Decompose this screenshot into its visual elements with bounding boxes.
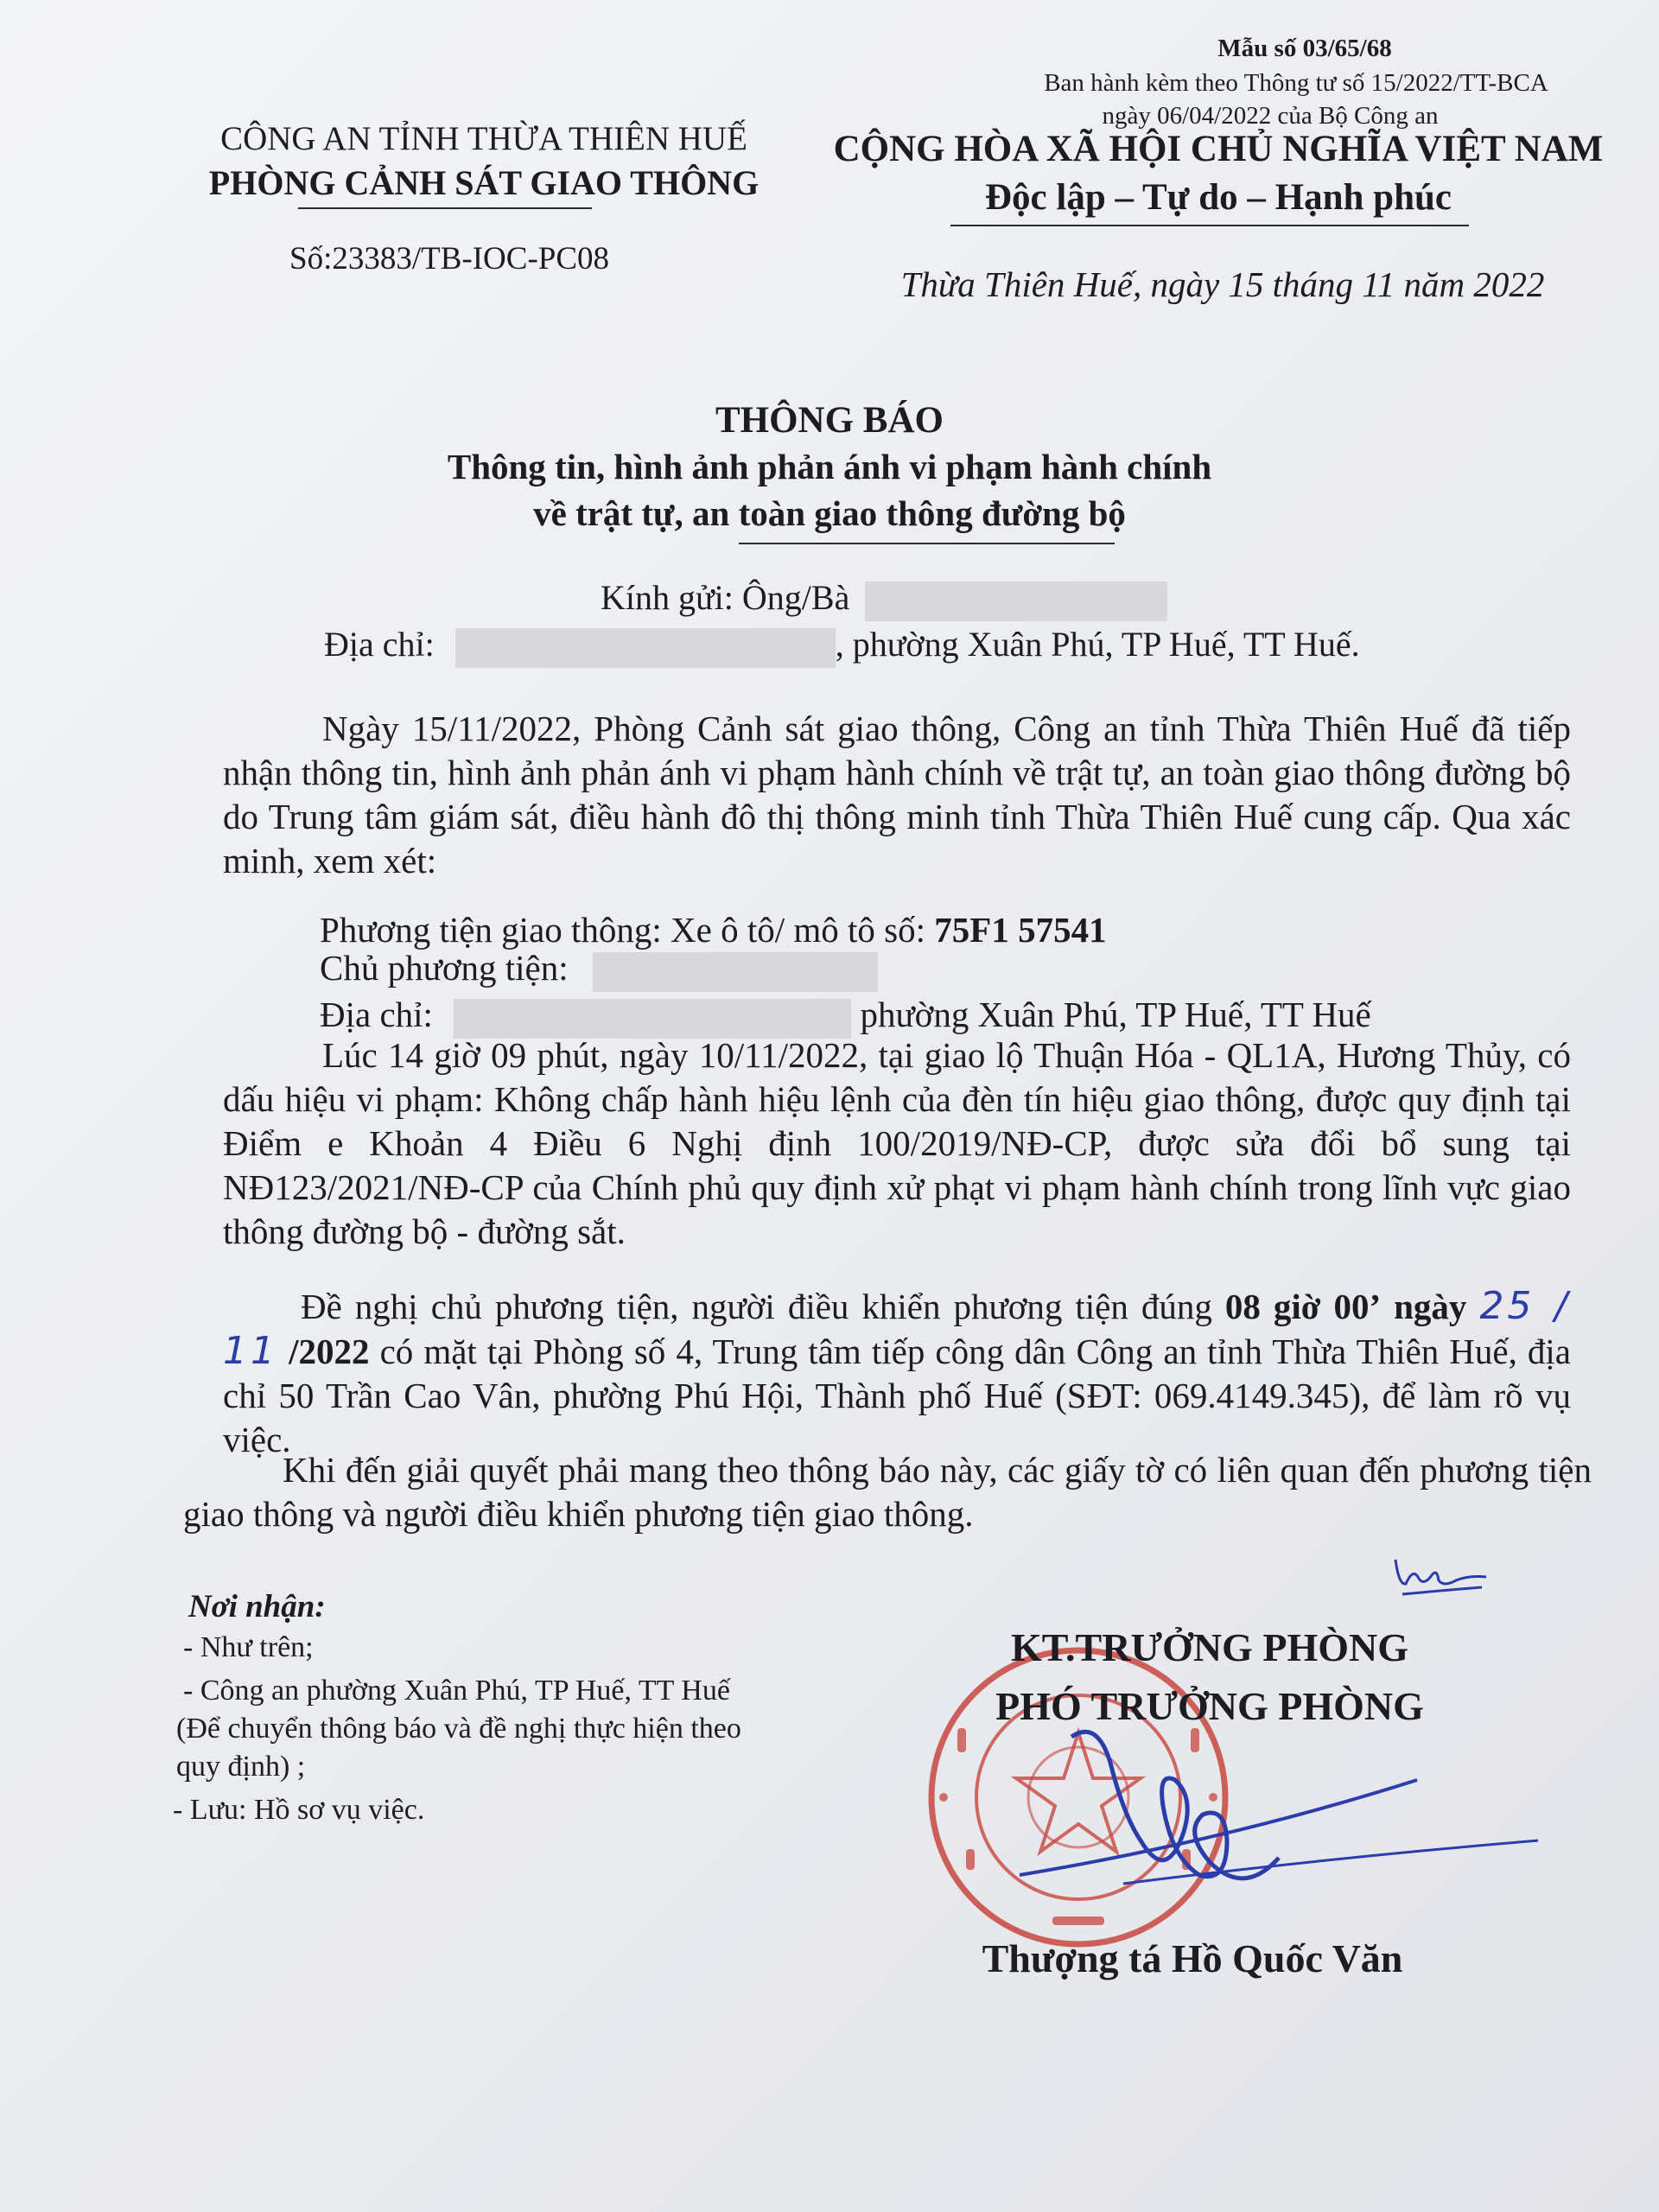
nation-motto: Độc lập – Tự do – Hạnh phúc xyxy=(985,177,1452,218)
recipients-item-4: quy định) ; xyxy=(176,1751,306,1783)
initial-signature-icon xyxy=(1387,1542,1491,1603)
recipient-address-line xyxy=(324,624,1360,668)
owner-address-tail: phường Xuân Phú, TP Huế, TT Huế xyxy=(860,995,1371,1034)
agency-name: PHÒNG CẢNH SÁT GIAO THÔNG xyxy=(208,163,760,202)
recipient-line xyxy=(601,577,1167,621)
owner-line xyxy=(320,947,878,992)
closing-paragraph xyxy=(183,1448,1592,1536)
redacted-name xyxy=(865,582,1167,621)
signature-title-1: KT.TRƯỞNG PHÒNG xyxy=(1011,1625,1408,1669)
recipient-greeting: Kính gửi: Ông/Bà xyxy=(601,578,850,617)
place-date: Thừa Thiên Huế, ngày 15 tháng 11 năm 2022 xyxy=(900,264,1545,304)
request-rest: có mặt tại Phòng số 4, Trung tâm tiếp công dân Công an tỉnh Thừa Thiên Huế, địa chỉ 50 Trần Cao Vân, phường Phú Hội, Thành phố Huế (SĐT: 069.4149.345), để làm rõ vụ việc. xyxy=(223,1332,1572,1459)
vehicle-label: Phương tiện giao thông: Xe ô tô/ mô tô số: xyxy=(320,910,926,950)
vehicle-line xyxy=(320,909,1107,950)
recipients-heading: Nơi nhận: xyxy=(188,1589,326,1624)
recipients-item-3: (Để chuyển thông báo và đề nghị thực hiện theo xyxy=(176,1713,741,1745)
document-number: Số:23383/TB-IOC-PC08 xyxy=(289,241,610,276)
document-title: THÔNG BÁO xyxy=(715,400,944,441)
request-paragraph xyxy=(223,1284,1571,1462)
redacted-owner xyxy=(593,952,878,992)
subtitle-underline xyxy=(739,543,1115,544)
request-year: /2022 xyxy=(289,1332,370,1371)
redacted-owner-address xyxy=(454,999,851,1039)
recipients-item-1: - Như trên; xyxy=(183,1631,314,1663)
owner-address-label: Địa chỉ: xyxy=(320,995,433,1034)
recipients-item-5: - Lưu: Hồ sơ vụ việc. xyxy=(173,1794,425,1826)
agency-underline xyxy=(298,207,592,209)
violation-paragraph xyxy=(223,1033,1571,1254)
intro-text: Ngày 15/11/2022, Phòng Cảnh sát giao thông, Công an tỉnh Thừa Thiên Huế đã tiếp nhận thông tin, hình ảnh phản ánh vi phạm hành chính về trật tự, an toàn giao thông đường bộ do Trung tâm giám sát, điều hành đô thị thông minh tỉnh Thừa Thiên Huế cung cấp. Qua xác minh, xem xét: xyxy=(223,709,1571,880)
recipient-address-label: Địa chỉ: xyxy=(324,625,435,664)
signer-name: Thượng tá Hồ Quốc Văn xyxy=(982,1936,1403,1980)
vehicle-plate: 75F1 57541 xyxy=(934,910,1107,950)
document-subtitle-1: Thông tin, hình ảnh phản ánh vi phạm hành chính xyxy=(447,447,1212,486)
recipient-address-tail: , phường Xuân Phú, TP Huế, TT Huế. xyxy=(835,625,1360,664)
agency-parent: CÔNG AN TỈNH THỪA THIÊN HUẾ xyxy=(220,120,747,157)
owner-label: Chủ phương tiện: xyxy=(320,948,569,988)
nation-title: CỘNG HÒA XÃ HỘI CHỦ NGHĨA VIỆT NAM xyxy=(833,129,1604,169)
request-day-label: ngày xyxy=(1394,1287,1467,1326)
intro-paragraph xyxy=(223,707,1571,883)
signature-title-2: PHÓ TRƯỞNG PHÒNG xyxy=(995,1684,1424,1728)
request-time: 08 giờ 00’ xyxy=(1224,1287,1382,1326)
redacted-address xyxy=(455,628,836,668)
handwritten-date: 25 / 11 xyxy=(223,1284,1571,1373)
handwritten-signature-icon xyxy=(968,1711,1555,1936)
recipients-item-2: - Công an phường Xuân Phú, TP Huế, TT Huế xyxy=(183,1675,730,1707)
form-issued-line1: Ban hành kèm theo Thông tư số 15/2022/TT-BCA xyxy=(1044,69,1548,97)
document-subtitle-2: về trật tự, an toàn giao thông đường bộ xyxy=(533,493,1126,533)
form-issued-line2: ngày 06/04/2022 của Bộ Công an xyxy=(1102,102,1439,130)
request-start: Đề nghị chủ phương tiện, người điều khiển phương tiện đúng xyxy=(301,1287,1212,1326)
owner-address-line xyxy=(320,994,1371,1039)
form-number: Mẫu số 03/65/68 xyxy=(1217,35,1392,62)
violation-text: Lúc 14 giờ 09 phút, ngày 10/11/2022, tại giao lộ Thuận Hóa - QL1A, Hương Thủy, có dấu hiệu vi phạm: Không chấp hành hiệu lệnh của đèn tín hiệu giao thông, được quy định tại Điểm e Khoản 4 Điều 6 Nghị định 100/2019/NĐ-CP, được sửa đổi bổ sung tại NĐ123/2021/NĐ-CP của Chính phủ quy định xử phạt vi phạm hành chính trong lĩnh vực giao thông đường bộ - đường sắt. xyxy=(223,1035,1571,1251)
motto-underline xyxy=(950,225,1469,226)
closing-text: Khi đến giải quyết phải mang theo thông báo này, các giấy tờ có liên quan đến phương tiện giao thông và người điều khiển phương tiện giao thông. xyxy=(183,1450,1592,1534)
